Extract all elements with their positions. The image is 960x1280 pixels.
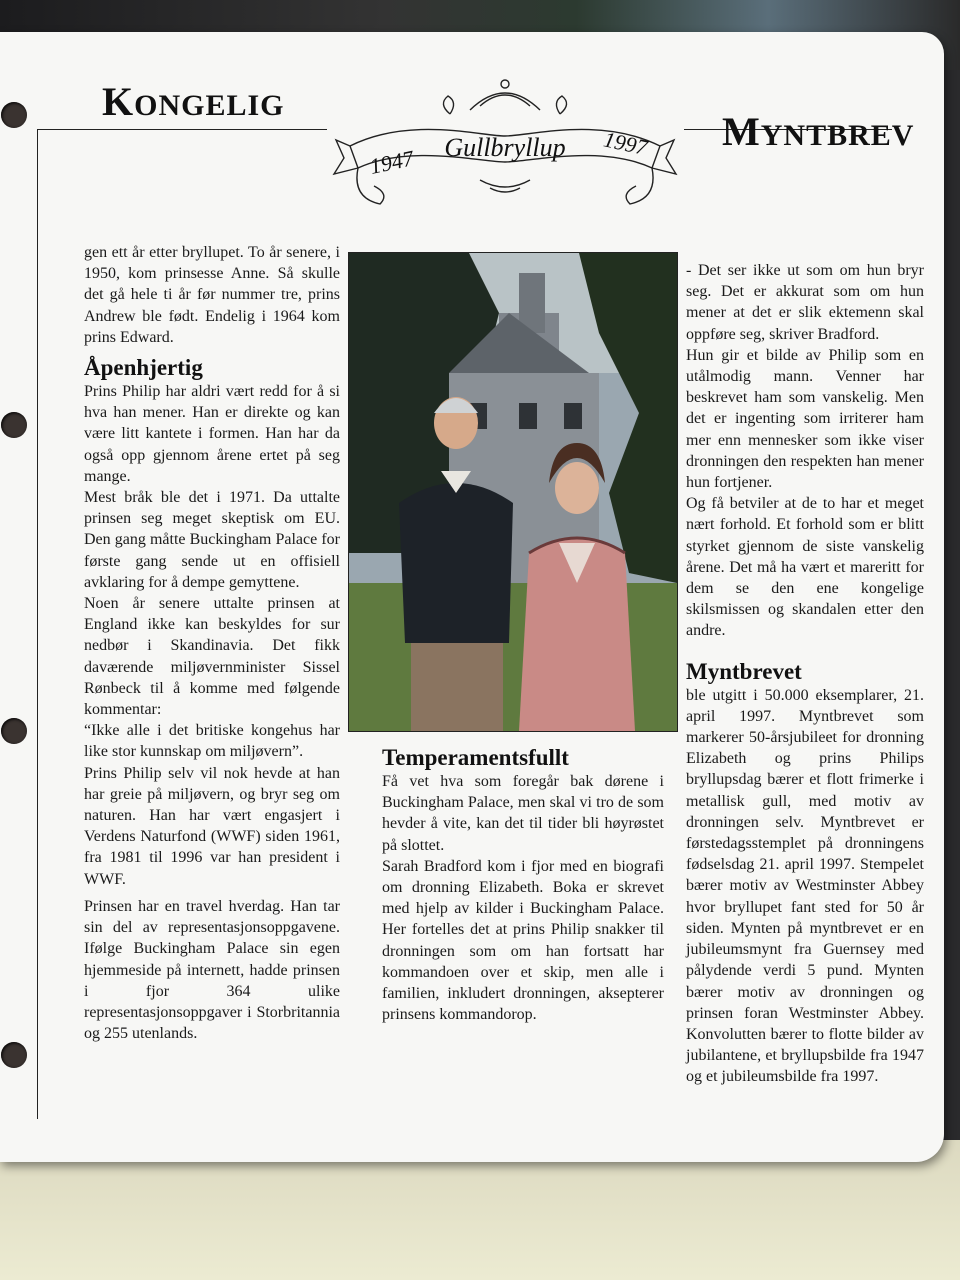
binder-hole bbox=[1, 1042, 27, 1068]
column-3 bbox=[686, 260, 924, 1088]
frame-line-left bbox=[37, 129, 38, 1119]
column-2 bbox=[382, 738, 664, 1025]
col1-paragraph: Prinsen har en travel hverdag. Han tar sin del av representasjonsoppgavene. Ifølge Buckingham Palace sin egen hjemmeside på internett, hadde prinsen i fjor 364 ulike representasjonsoppgaver i Storbritannia og 255 utenlands. bbox=[84, 897, 340, 1043]
column-1 bbox=[84, 242, 340, 1044]
col1-paragraph: Mest bråk ble det i 1971. Da uttalte prinsen seg meget skeptisk om EU. Den gang måtte Buckingham Palace for første gang sende ut en offisiell avklaring for å dempe gemyttene. bbox=[84, 489, 340, 591]
header-right-word: MYNTBREV bbox=[722, 109, 915, 154]
binder-hole bbox=[1, 718, 27, 744]
heading-myntbrevet: Myntbrevet bbox=[686, 658, 802, 684]
header-left-word: KONGELIG bbox=[102, 79, 285, 124]
heading-apenhjertig: Åpenhjertig bbox=[84, 355, 203, 381]
banner-year-right: 1997 bbox=[601, 126, 650, 161]
album-page bbox=[0, 32, 944, 1162]
banner-year-left: 1947 bbox=[367, 145, 416, 179]
binder-hole bbox=[1, 412, 27, 438]
col1-paragraph: Prins Philip har aldri vært redd for å si hva han mener. Han er direkte og kan være litt kantete i formen. Han har da også opp gjennom årene ertet på seg mange. bbox=[84, 383, 340, 485]
heading-temperamentsfullt: Temperamentsfullt bbox=[382, 745, 569, 770]
col3-paragraph: Hun gir et bilde av Philip som en utålmodig mann. Venner har beskrevet ham som vanskelig. Men det er ingenting som irriterer ham mer enn mennesker som ikke viser dronningen den respekten han mener hun fortjener. bbox=[686, 346, 924, 492]
header-rule-left bbox=[37, 129, 327, 130]
col1-paragraph: gen ett år etter bryllupet. To år senere, i 1950, kom prinsesse Anne. Så skulle det gå hele ti år før nummer tre, prins Andrew ble født. Endelig i 1964 kom prins Edward. bbox=[84, 244, 340, 346]
binder-hole bbox=[1, 102, 27, 128]
col3-paragraph: ble utgitt i 50.000 eksemplarer, 21. april 1997. Myntbrevet som markerer 50-årsjubileet for dronning Elizabeth og prins Philips bryllupsdag bærer et flott frimerke i metallisk gull, med motiv av dronningen selv. Myntbrevet er førstedagsstemplet på dronningens fødselsdag 21. april 1997. Stempelet bærer motiv av Westminster Abbey hvor bryllupet fant sted for 50 år siden. Mynten på myntbrevet er en jubileumsmynt fra Guernsey med pålydende verdi 5 pund. Mynten bærer motiv av dronningen og prinsen foran Westminster Abbey. Konvolutten bærer to flotte bilder av jubilantene, et bryllupsbilde fra 1947 og et jubileumsbilde fra 1997. bbox=[686, 686, 924, 1086]
col3-paragraph: - Det ser ikke ut som om hun bryr seg. Det er akkurat som om hun mener at det er slik ektemenn skal oppføre seg, skriver Bradford. bbox=[686, 262, 924, 343]
col3-paragraph: Og få betviler at de to har et meget nært forhold. Et forhold som er blitt styrket gjennom de siste vanskelig årene. Det må ha vært et mareritt for dem se den ene kongelige skilsmissen og skandalen etter den andre. bbox=[686, 495, 924, 640]
col1-paragraph: Noen år senere uttalte prinsen at England ikke kan beskyldes for sur nedbør i Skandinavia. Det fikk daværende miljøvernminister Sissel Rønbeck til å komme med følgende kommentar: bbox=[84, 595, 340, 719]
banner-title: Gullbryllup bbox=[444, 133, 566, 162]
col2-paragraph: Få vet hva som foregår bak dørene i Buckingham Palace, men skal vi tro de som hevder å vite, kan det til tider bli høyrøstet på slottet. bbox=[382, 773, 664, 854]
col2-paragraph: Sarah Bradford kom i fjor med en biografi om dronning Elizabeth. Boka er skrevet med hjelp av kilder i Buckingham Palace. Her fortelles det at prins Philip snakker til dronningen som om han fortsatt har kommandoen over et skip, men alle i familien, inkludert dronningen, aksepterer prinsens kommandorop. bbox=[382, 857, 664, 1024]
gold-wedding-banner bbox=[330, 70, 680, 250]
royal-couple-photo bbox=[348, 252, 678, 732]
col1-paragraph: Prins Philip selv vil nok hevde at han har greie på miljøvern, og bryr seg om naturen. Han har vært engasjert i Verdens Naturfond (WWF) siden 1961, fra 1981 til 1996 var han president i WWF. bbox=[84, 764, 340, 888]
col1-quote: “Ikke alle i det britiske kongehus har like stor kunnskap om miljøvern”. bbox=[84, 722, 340, 761]
